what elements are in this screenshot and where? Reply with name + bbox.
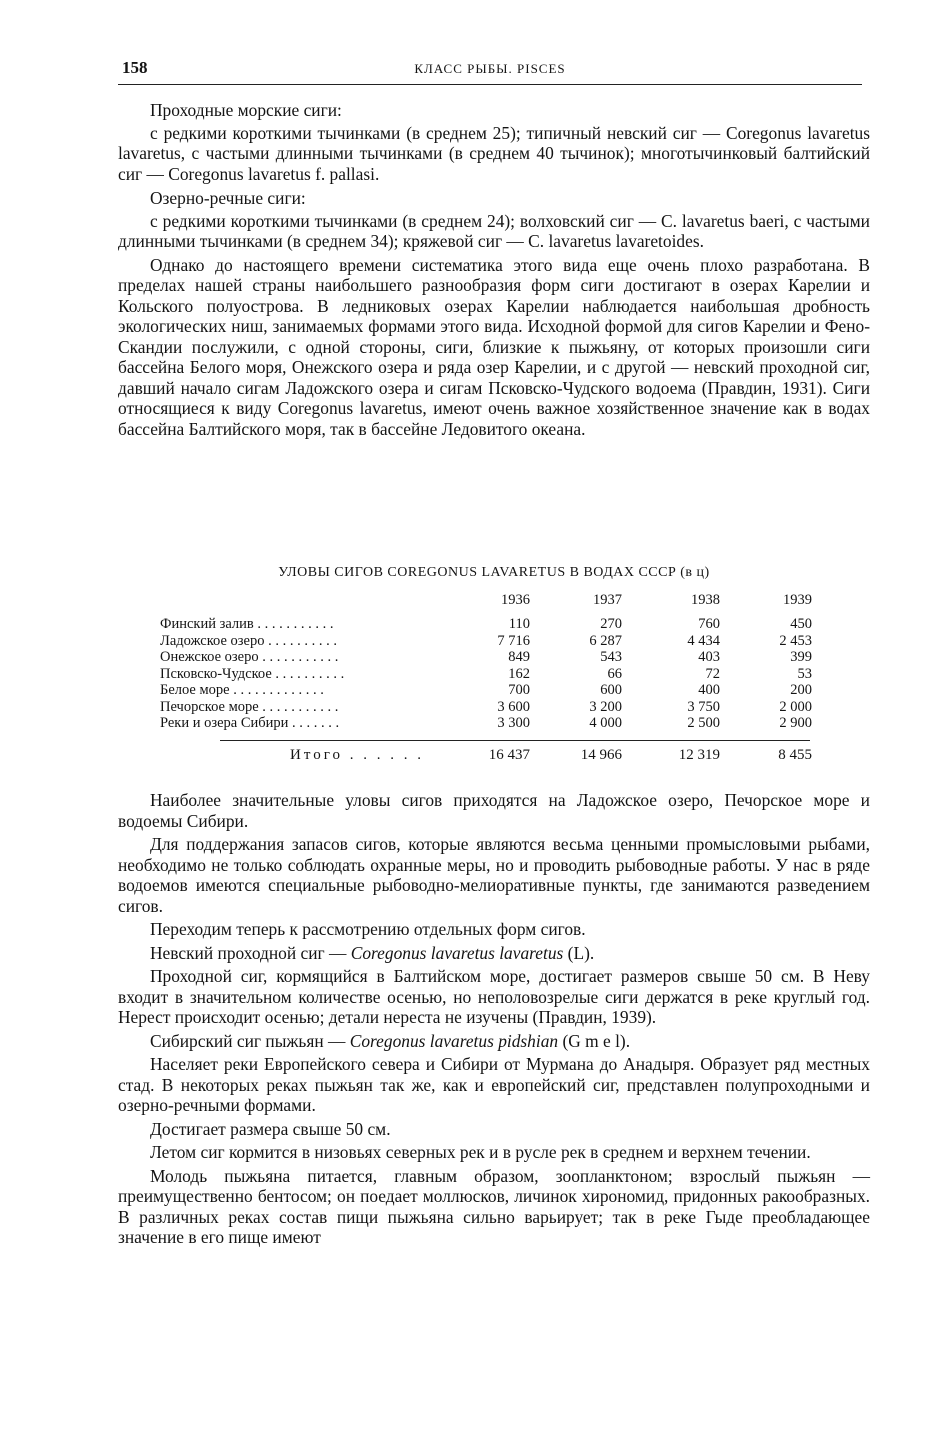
year-header: 1939 — [783, 592, 812, 608]
total-value: 16 437 — [488, 746, 530, 763]
catch-value: 2 453 — [779, 632, 812, 649]
nevsky-authority: (L). — [563, 942, 595, 963]
year-header: 1936 — [501, 592, 530, 608]
marine-text: с редкими короткими тычинками (в среднем 25); типичный невский сиг — Coregonus lavaretus lavaretus, с частыми длинными тычинками (в среднем 40 тычинок); многотычинковый балтийский сиг — Coregonus lavaretus f. pallasi. — [118, 122, 870, 184]
catch-value: 849 — [508, 649, 530, 665]
table-total-row — [160, 747, 820, 764]
table-row — [160, 715, 820, 732]
water-body-name: Белое море . . . . . . . . . . . . . — [160, 682, 324, 698]
water-body-name: Финский залив . . . . . . . . . . . — [160, 616, 334, 632]
total-value: 14 966 — [580, 746, 622, 763]
catch-value: 403 — [698, 649, 720, 665]
systematics-paragraph: Однако до настоящего времени систематика этого вида еще очень плохо разработана. В пределах нашей страны наибольшего разнообразия форм сиги достигают в озерах Карелии и Кольского полуострова. В ледниковых озерах Карелии наблюдается наибольшая дробность экологических ниш, занимаемых формами этого вида. Исходной формой для сигов Карелии и Фено-Скандии послужили, с одной стороны, сиги, близкие к пыжьяну, от которых произошли сиги бассейна Белого моря, Онежского озера и ряда озер Карелии, и с другой — невский проходной сиг, давший начало сигам Ладожского озера и сигам Псковско-Чудского водоема (Правдин, 1931). Сиги относящиеся к виду Coregonus lavaretus, имеют очень важное хозяйственное значение как в водах бассейна Балтийского моря, так в бассейне Ледовитого океана. — [118, 254, 870, 439]
table-row — [160, 666, 820, 683]
body-block — [118, 790, 870, 1251]
pidshian-size-paragraph: Достигает размера свыше 50 см. — [150, 1118, 391, 1139]
catch-value: 6 287 — [589, 632, 622, 649]
nevsky-prefix: Невский проходной сиг — — [150, 942, 351, 963]
catch-value: 399 — [790, 649, 812, 665]
running-title: КЛАСС РЫБЫ. PISCES — [414, 61, 566, 76]
catch-value: 110 — [508, 616, 530, 632]
water-body-name: Ладожское озеро . . . . . . . . . . — [160, 632, 337, 649]
pidshian-heading — [118, 1031, 870, 1052]
table-header-row — [160, 592, 820, 616]
pidshian-latin-name: Coregonus lavaretus pidshian — [349, 1030, 559, 1051]
pidshian-prefix: Сибирский сиг пыжьян — — [150, 1030, 350, 1051]
lake-text: с редкими короткими тычинками (в среднем 24); волховский сиг — C. lavaretus baeri, с частыми длинными тычинками (в среднем 34); кряжевой сиг — C. lavaretus lavaretoides. — [118, 210, 870, 251]
catch-value: 400 — [698, 682, 720, 698]
pidshian-diet-paragraph: Молодь пыжьяна питается, главным образом, зоопланктоном; взрослый пыжьян — преимущественно бентосом; он поедает моллюсков, личинок хирономид, придонных ракообразных. В различных реках состав пищи пыжьяна сильно варьирует; так в реке Гыде преобладающее значение в его пище имеют — [118, 1165, 870, 1247]
nevsky-paragraph: Проходной сиг, кормящийся в Балтийском море, достигает размеров свыше 50 см. В Неву входит в значительном количестве осенью, но неполовозрелые сиги держатся в реке круглый год. Нерест происходит осенью; детали нереста не изучены (Правдин, 1939). — [118, 966, 870, 1027]
catch-value: 53 — [797, 665, 812, 682]
catch-value: 3 750 — [687, 698, 720, 715]
water-body-name: Реки и озера Сибири . . . . . . . — [160, 715, 340, 731]
conservation-paragraph: Для поддержания запасов сигов, которые являются весьма ценными промысловыми рыбами, необходимо не только соблюдать охранные меры, но и проводить рыбоводные работы. У нас в ряде водоемов имеются специальные рыбоводно-мелиоративные пункты, где занимаются разведением сигов. — [118, 834, 870, 916]
catch-value: 4 434 — [687, 632, 720, 649]
nevsky-latin-name: Coregonus lavaretus lavaretus — [350, 942, 564, 963]
table-total-rule — [220, 740, 810, 741]
total-value: 8 455 — [778, 746, 812, 763]
pidshian-authority: (G m e l). — [558, 1030, 631, 1051]
table-row — [160, 682, 820, 699]
catch-value: 2 900 — [779, 715, 812, 731]
catch-value: 200 — [790, 682, 812, 698]
total-value: 12 319 — [678, 746, 720, 763]
lake-heading: Озерно-речные сиги: — [150, 188, 306, 208]
catch-value: 2 000 — [779, 698, 812, 715]
water-body-name: Псковско-Чудское . . . . . . . . . . — [160, 665, 345, 682]
catch-value: 4 000 — [589, 715, 622, 731]
header-rule — [118, 84, 862, 85]
catch-value: 543 — [600, 649, 622, 665]
table-row — [160, 649, 820, 666]
marine-heading: Проходные морские сиги: — [150, 100, 342, 120]
catch-value: 760 — [698, 616, 720, 632]
catch-value: 3 200 — [589, 698, 622, 715]
page-header — [118, 58, 862, 80]
transition-paragraph: Переходим теперь к рассмотрению отдельных форм сигов. — [150, 919, 586, 939]
water-body-name: Печорское море . . . . . . . . . . . — [160, 698, 339, 715]
catch-summary-paragraph: Наиболее значительные уловы сигов приходятся на Ладожское озеро, Печорское море и водоемы Сибири. — [118, 790, 870, 831]
catch-value: 2 500 — [687, 715, 720, 731]
year-header: 1938 — [691, 592, 720, 608]
intro-block — [118, 100, 870, 442]
year-header: 1937 — [593, 592, 622, 608]
catch-value: 162 — [508, 665, 530, 682]
catch-value: 600 — [600, 682, 622, 698]
catch-value: 66 — [607, 665, 622, 682]
catch-value: 72 — [705, 665, 720, 682]
catch-value: 3 600 — [497, 698, 530, 715]
catch-table — [160, 592, 820, 763]
catch-value: 270 — [600, 616, 622, 632]
table-caption: УЛОВЫ СИГОВ COREGONUS LAVARETUS В ВОДАХ СССР (в ц) — [278, 565, 710, 580]
table-row — [160, 616, 820, 633]
catch-value: 700 — [508, 682, 530, 698]
table-row — [160, 633, 820, 650]
water-body-name: Онежское озеро . . . . . . . . . . . — [160, 649, 339, 665]
catch-value: 7 716 — [497, 632, 530, 649]
pidshian-range-paragraph: Населяет реки Европейского севера и Сибири от Мурмана до Анадыря. Образует ряд местных стад. В некоторых реках пыжьян так же, как и европейский сиг, представлен полупроходными и озерно-речными формами. — [118, 1054, 870, 1115]
catch-value: 450 — [790, 616, 812, 632]
nevsky-heading — [118, 943, 870, 964]
pidshian-summer-paragraph: Летом сиг кормится в низовьях северных рек и в русле рек в среднем и верхнем течении. — [150, 1142, 811, 1162]
catch-value: 3 300 — [497, 715, 530, 731]
total-label: Итого . . . . . . — [290, 746, 424, 763]
page-number: 158 — [122, 58, 148, 77]
table-row — [160, 699, 820, 716]
